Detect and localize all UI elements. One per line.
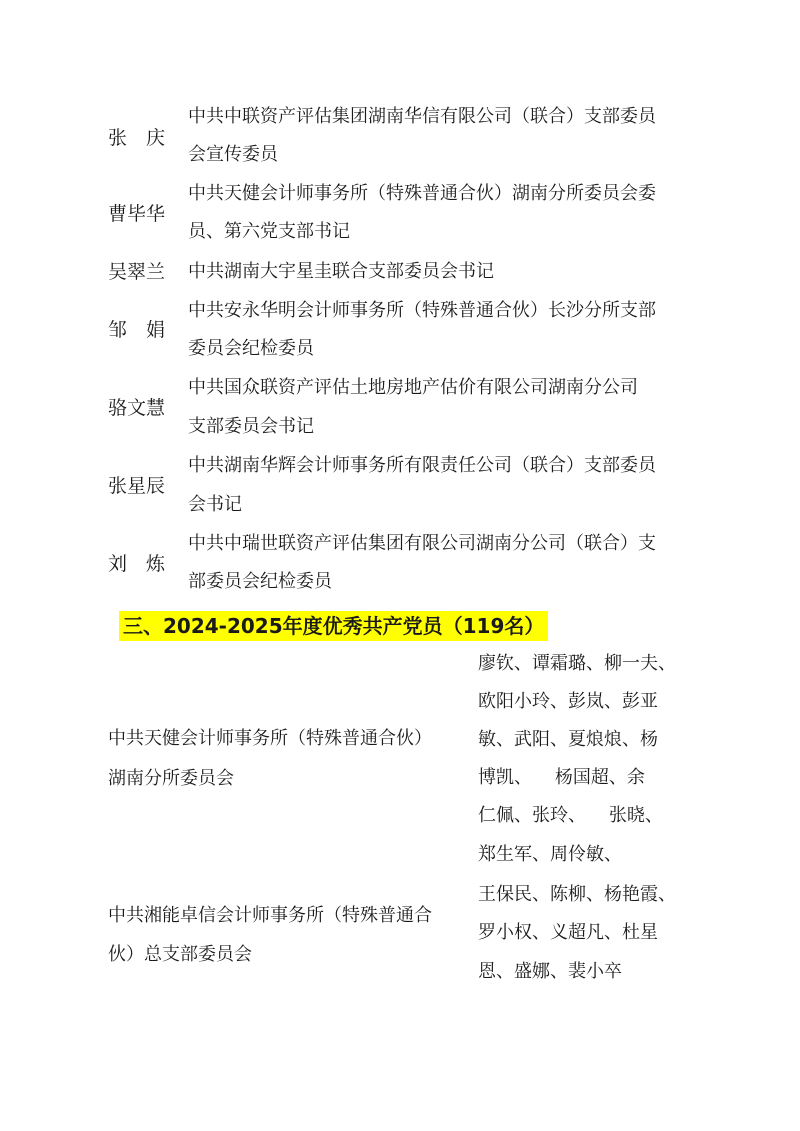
member-name: 吴翠兰	[108, 261, 166, 283]
party-unit-name-line: 湖南分所委员会	[108, 768, 234, 789]
member-name: 骆文慧	[108, 397, 166, 419]
member-title-line: 中共中瑞世联资产评估集团有限公司湖南分公司（联合）支	[188, 533, 656, 554]
member-list-line: 郑生军、周伶敏、	[478, 844, 622, 865]
member-list-line: 恩、盛娜、裴小卒	[478, 961, 622, 982]
member-name: 邹 娟	[108, 319, 166, 341]
member-title-line: 部委员会纪检委员	[188, 571, 332, 592]
member-title-line: 中共湖南大宇星圭联合支部委员会书记	[188, 261, 494, 282]
member-list-line: 廖钦、谭霜璐、柳一夫、	[478, 653, 676, 674]
member-title-line: 中共安永华明会计师事务所（特殊普通合伙）长沙分所支部	[188, 300, 656, 321]
member-title-line: 支部委员会书记	[188, 416, 314, 437]
party-unit-name-line: 伙）总支部委员会	[108, 944, 252, 965]
member-name: 张 庆	[108, 127, 166, 149]
member-list-line: 罗小权、义超凡、杜星	[478, 922, 658, 943]
member-title-line: 中共湖南华辉会计师事务所有限责任公司（联合）支部委员	[188, 455, 656, 476]
member-name: 刘 炼	[108, 553, 166, 575]
party-unit-name-line: 中共湘能卓信会计师事务所（特殊普通合	[108, 905, 432, 926]
member-title-line: 中共中联资产评估集团湖南华信有限公司（联合）支部委员	[188, 106, 656, 127]
party-unit-name-line: 中共天健会计师事务所（特殊普通合伙）	[108, 728, 432, 749]
member-name: 曹毕华	[108, 203, 166, 225]
member-list-line: 博凯、 杨国超、余	[478, 767, 645, 788]
member-list-line: 敏、武阳、夏烺烺、杨	[478, 729, 658, 750]
member-title-line: 员、第六党支部书记	[188, 221, 350, 242]
member-list-line: 欧阳小玲、彭岚、彭亚	[478, 691, 658, 712]
member-title-line: 委员会纪检委员	[188, 338, 314, 359]
member-name: 张星辰	[108, 475, 166, 497]
member-list-line: 仁佩、张玲、 张晓、	[478, 805, 663, 826]
member-list-line: 王保民、陈柳、杨艳霞、	[478, 884, 676, 905]
member-title-line: 中共国众联资产评估土地房地产估价有限公司湖南分公司	[188, 377, 638, 398]
member-title-line: 会宣传委员	[188, 144, 278, 165]
member-title-line: 会书记	[188, 494, 242, 515]
member-title-line: 中共天健会计师事务所（特殊普通合伙）湖南分所委员会委	[188, 183, 656, 204]
section-heading: 三、2024-2025年度优秀共产党员（119名）	[119, 611, 548, 641]
